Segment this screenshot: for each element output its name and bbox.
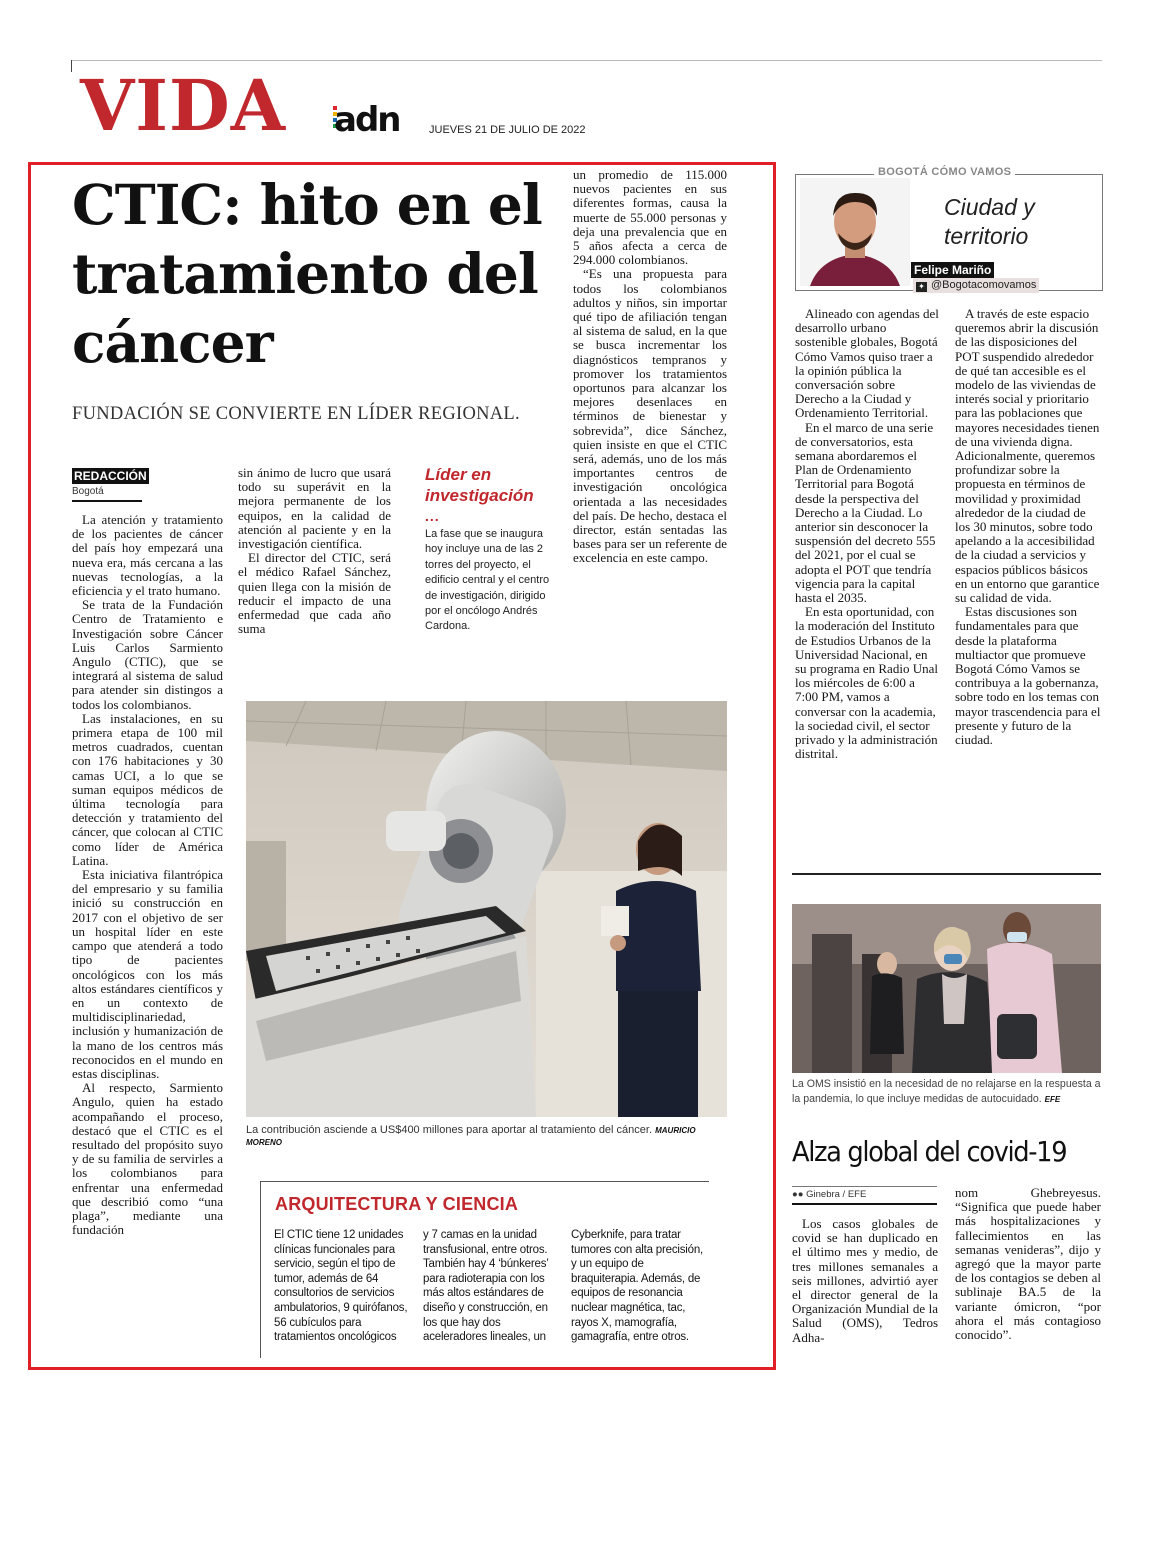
paragraph: A través de este espacio queremos abrir la discusión de las disposiciones del POT suspendido alrededor de qué tan accesible es el modelo de las viviendas de interés social y prioritario para las poblaciones que mayores necesidades tienen de una vivienda digna. Adicionalmente, queremos profundizar sobre la propuesta en términos de movilidad y proximidad alrededor de la ciudad de los 30 minutos, sobre todo apelando a la accesibilidad de la ciudad a servicios y espacios públicos básicos en un entorno que garantice su calidad de vida. (955, 306, 1100, 606)
covid-photo (792, 904, 1101, 1073)
infobox-column-2: y 7 camas en la unidad transfusional, entre otros. También hay 4 ‘búnkeres’ para radioterapia con los más altos estándares de diseño y construcción, en los que hay dos aceleradores lineales, un (423, 1229, 549, 1344)
article-headline: CTIC: hito en el tratamiento del cáncer (72, 172, 542, 375)
byline-author: REDACCIÓN (74, 469, 147, 483)
paragraph: un promedio de 115.000 nuevos pacientes en sus diferentes formas, causa la muerte de 55.000 personas y deja una prevalencia que en 5 años afecta a cerca de 294.000 colombianos. (573, 167, 727, 268)
covid-byline-text: Ginebra / EFE (806, 1189, 867, 1200)
infobox-title: ARQUITECTURA Y CIENCIA (275, 1194, 519, 1214)
bullet-icon: ●● (792, 1189, 807, 1200)
author-photo (800, 178, 910, 286)
section-title: VIDA (80, 64, 287, 147)
section-divider (792, 873, 1101, 875)
paragraph: La atención y tratamiento de los pacientes de cáncer del país hoy empezará una nueva era, más cercana a las nuevas tecnologías, a la eficiencia y el trato humano. (72, 512, 223, 599)
author-name: Felipe Mariño (911, 262, 994, 278)
paragraph: nom Ghebreyesus. “Significa que puede haber más hospitalizaciones y fallecimientos en las semanas venideras”, dijo y agregó que la mayor parte de los contagios se deben al sublinaje BA.5 de la variante ómicron, “por ahora el más contagioso conocido”. (955, 1185, 1101, 1343)
article-column-1 (72, 513, 223, 1237)
infobox-column-3: Cyberknife, para tratar tumores con alta precisión, y un equipo de braquiterapia. Además, de equipos de resonancia nuclear magnética, tac, rayos X, mamografía, gamagrafía, entre otros. (571, 1229, 704, 1344)
article-column-3 (573, 168, 727, 566)
paragraph: El director del CTIC, será el médico Rafael Sánchez, quien llega con la misión de reducir el impacto de una enfermedad que cada año suma (238, 550, 391, 637)
photo-credit: MAURICIO MORENO (246, 1126, 696, 1147)
photo-caption (246, 1124, 727, 1148)
paragraph: En esta oportunidad, con la moderación del Instituto de Estudios Urbanos de la Universidad Nacional, en su programa en Radio Unal los miércoles de 6:00 a 7:00 PM, vamos a conversar con la academia, la sociedad civil, el sector privado y la administración distrital. (795, 604, 938, 762)
paragraph: Alineado con agendas del desarrollo urbano sostenible globales, Bogotá Cómo Vamos quiso traer a la opinión pública la conversación sobre Derecho a la Ciudad y Ordenamiento Territorial. (795, 306, 939, 421)
article-photo (246, 701, 727, 1117)
article-subhead: FUNDACIÓN SE CONVIERTE EN LÍDER REGIONAL. (72, 404, 520, 424)
covid-photo-caption (792, 1077, 1101, 1107)
opinion-column-1 (795, 307, 939, 762)
paragraph: Estas discusiones son fundamentales para que desde la plataforma multiactor que promueve Bogotá Cómo Vamos se contribuya a la gobernanza, sobre todo en los temas con mayor trascendencia para el presente y futuro de la ciudad. (955, 604, 1101, 748)
photo-caption-text: La contribución asciende a US$400 millones para aportar al tratamiento del cáncer. (246, 1124, 653, 1136)
paragraph: En el marco de una serie de conversatorios, esta semana abordaremos el Plan de Ordenamiento Territorial para Bogotá desde la perspectiva del Derecho a la Ciudad. Lo anterior sin desconocer la suspensión del decreto 555 del 2021, por el cual se adopta el POT que tendría vigencia para la capital hasta el 2035. (795, 419, 936, 606)
paragraph: “Es una propuesta para todos los colombianos adultos y niños, sin importar qué tipo de afiliación tengan al sistema de salud, en la que se busca incrementar los diagnósticos tempranos y promover los tratamientos oportunos para alcanzar los mejores desenlaces en términos de bienestar y sobrevida”, dice Sánchez, quien insiste en que el CTIC será, además, uno de los más importantes centros de investigación oncológica orientada a las necesidades del país. De hecho, destaca el director, están sentadas las bases para ser un referente de excelencia en este campo. (573, 266, 727, 566)
author-handle: @Bogotacomovamos (931, 279, 1037, 291)
opinion-headline: Ciudad y territorio (944, 194, 1035, 249)
author-handle-badge (913, 278, 1039, 293)
publication-date: JUEVES 21 DE JULIO DE 2022 (429, 124, 586, 136)
opinion-column-2 (955, 307, 1101, 747)
opinion-kicker: BOGOTÁ CÓMO VAMOS (874, 166, 1015, 178)
top-rule-tick (71, 60, 72, 72)
sidebar-dots: ... (425, 508, 440, 524)
paragraph: Se trata de la Fundación Centro de Tratamiento e Investigación sobre Cáncer Luis Carlos Sarmiento Angulo (CTIC), que se integrará al sistema de salud para atender sin distingos a todos los colombianos. (72, 597, 223, 712)
covid-headline: Alza global del covid-19 (792, 1135, 1067, 1168)
covid-byline (792, 1186, 937, 1205)
twitter-icon: ✦ (916, 282, 927, 292)
paragraph: Los casos globales de covid se han duplicado en el último mes y medio, de tres millones semanales a seis millones, advirtió ayer el director general de la Organización Mundial de la Salud (OMS), Tedros Adha- (792, 1216, 938, 1345)
infobox-column-1: El CTIC tiene 12 unidades clínicas funcionales para servicio, según el tipo de tumor, además de 64 consultorios de servicios ambulatorios, 9 quirófanos, 56 cubículos para tratamientos oncológicos (274, 1229, 408, 1344)
paragraph: Esta iniciativa filantrópica del empresario y su familia inició su construcción en 2017 con el objetivo de ser un hospital líder en este campo que atenderá a todo tipo de pacientes oncológicos con los más altos estándares científicos y en un contexto de multidisciplinariedad, inclusión y humanización de la mano de los centros más reconocidos en el mundo en estas disciplinas. (72, 867, 223, 1081)
byline (72, 465, 147, 502)
sidebar-text: La fase que se inaugura hoy incluye una de las 2 torres del proyecto, el edificio central y el centro de investigación, dirigido por el oncólogo Andrés Cardona. (425, 528, 550, 633)
paragraph: Al respecto, Sarmiento Angulo, quien ha estado acompañando el proceso, destacó que el CTIC es el resultado del propósito suyo y de su familia de servirles a los colombianos para enfrentar una enfermedad que describió como “una plaga”, mediante una fundación (72, 1080, 223, 1238)
covid-column-1 (792, 1217, 938, 1345)
top-rule (71, 60, 1102, 61)
article-column-2 (238, 466, 391, 636)
byline-city: Bogotá (72, 486, 142, 502)
covid-column-2 (955, 1186, 1101, 1342)
paragraph: sin ánimo de lucro que usará todo su superávit en la mejora permanente de los equipos, en la calidad de atención al paciente y en la investigación científica. (238, 465, 391, 552)
sidebar-title: Líder en investigación (425, 465, 534, 505)
covid-photo-credit: EFE (1044, 1095, 1061, 1104)
adn-logo: adn (334, 100, 400, 140)
paragraph: Las instalaciones, en su primera etapa de 100 mil metros cuadrados, cuentan con 176 habitaciones y 30 camas UCI, a lo que se suman equipos médicos de última tecnología para detección y tratamiento del cáncer, que colocan al CTIC como líder de América Latina. (72, 710, 223, 868)
covid-caption-text: La OMS insistió en la necesidad de no relajarse en la respuesta a la pandemia, lo que incluye medidas de autocuidado. (792, 1078, 1101, 1105)
